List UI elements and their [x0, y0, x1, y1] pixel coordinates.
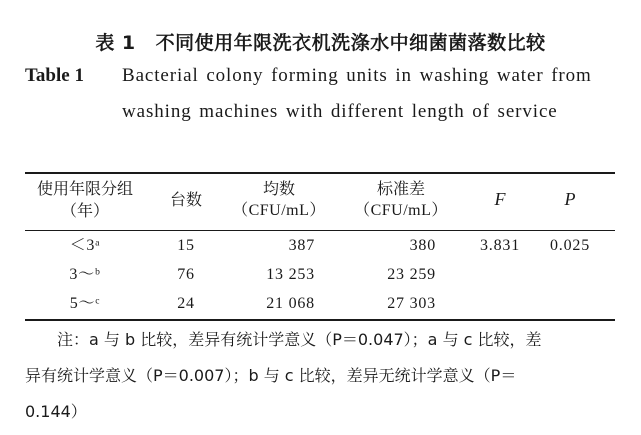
row3-group: 5～ᶜ	[69, 295, 101, 312]
table-title-chinese: 不同使用年限洗衣机洗涤水中细菌菌落数比较	[155, 32, 546, 54]
row1-mean: 387	[288, 237, 315, 254]
row1-p-value: 0.025	[550, 237, 590, 254]
footnote-line1: 注：a 与 b 比较，差异有统计学意义（P＝0.047）；a 与 c 比较，差	[57, 330, 542, 349]
column-header-sd	[342, 178, 460, 222]
column-header-p: P	[564, 189, 576, 209]
table-title-english: Bacterial colony forming units in washing water from washing machines with different length of service	[122, 65, 592, 122]
row2-count: 76	[177, 266, 195, 283]
row1-f-value: 3.831	[480, 237, 520, 254]
column-header-sd-unit: （CFU/mL）	[354, 202, 448, 219]
footnote-line2: 异有统计学意义（P＝0.007）；b 与 c 比较，差异无统计学意义（P＝	[25, 366, 517, 385]
table-caption-chinese	[0, 28, 641, 55]
row1-count: 15	[177, 237, 195, 254]
column-header-mean	[220, 178, 338, 222]
column-header-group-line2: （年）	[60, 201, 109, 220]
row1-group: ＜3ᵃ	[69, 237, 101, 254]
table-caption-english	[25, 58, 615, 130]
table-label-english: Table 1	[25, 65, 84, 86]
table-label-chinese: 表 1	[95, 32, 136, 54]
column-header-mean-line1: 均数	[262, 179, 295, 198]
row2-group: 3～ᵇ	[69, 266, 101, 283]
row2-sd: 23 259	[387, 266, 436, 283]
column-header-group	[25, 178, 145, 222]
column-header-sd-line1: 标准差	[376, 179, 425, 198]
column-header-count: 台数	[169, 190, 202, 209]
table-header-rule	[25, 230, 615, 231]
table-top-rule	[25, 172, 615, 174]
row3-mean: 21 068	[266, 295, 315, 312]
table-bottom-rule	[25, 319, 615, 321]
table-footnote	[25, 322, 615, 430]
row3-count: 24	[177, 295, 195, 312]
row3-sd: 27 303	[387, 295, 436, 312]
column-header-group-line1: 使用年限分组	[36, 179, 133, 198]
footnote-line3: 0.144）	[25, 402, 87, 421]
row2-mean: 13 253	[266, 266, 315, 283]
column-header-mean-unit: （CFU/mL）	[232, 202, 326, 219]
column-header-f: F	[494, 189, 506, 209]
row1-sd: 380	[409, 237, 436, 254]
